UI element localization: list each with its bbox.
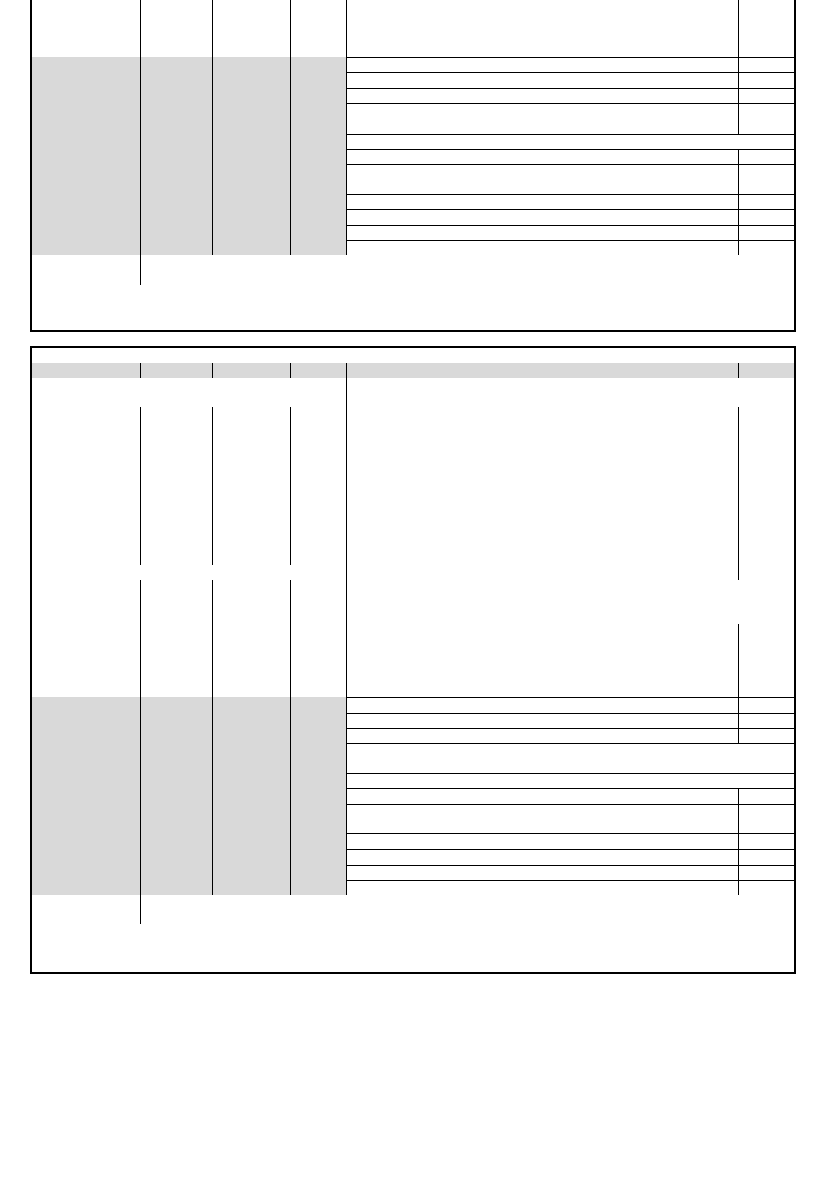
column-rule <box>738 407 739 451</box>
column-rule <box>212 580 213 624</box>
column-rule <box>290 164 291 194</box>
column-rule <box>140 134 141 149</box>
column-rule <box>738 865 739 880</box>
column-rule <box>212 149 213 164</box>
shaded-cell <box>212 773 290 788</box>
shaded-cell <box>212 833 290 849</box>
shaded-cell <box>290 833 346 849</box>
column-rule <box>738 624 739 668</box>
column-rule <box>346 209 347 225</box>
column-rule <box>738 728 739 743</box>
table-border-top <box>30 346 796 348</box>
table-cell <box>30 407 794 451</box>
shaded-cell <box>290 88 346 103</box>
column-rule <box>738 194 739 209</box>
column-rule <box>738 88 739 103</box>
shaded-cell <box>212 103 290 134</box>
column-rule <box>212 773 213 788</box>
column-rule <box>290 88 291 103</box>
column-rule <box>738 668 739 697</box>
shaded-cell <box>140 849 212 865</box>
column-rule <box>738 164 739 194</box>
column-rule <box>212 240 213 255</box>
table-cell <box>30 624 794 668</box>
column-rule <box>212 194 213 209</box>
table-border-right <box>794 0 796 332</box>
column-rule <box>140 728 141 743</box>
shaded-cell <box>140 240 212 255</box>
shaded-cell <box>212 788 290 804</box>
column-rule <box>738 363 739 378</box>
column-rule <box>140 255 141 285</box>
shaded-cell <box>140 788 212 804</box>
shaded-cell <box>140 88 212 103</box>
column-rule <box>140 57 141 72</box>
table-border-right <box>794 346 796 974</box>
column-rule <box>290 508 291 565</box>
column-rule <box>212 164 213 194</box>
column-rule <box>738 833 739 849</box>
shaded-cell <box>30 788 140 804</box>
column-rule <box>140 72 141 88</box>
column-rule <box>140 804 141 833</box>
shaded-cell <box>140 209 212 225</box>
column-rule <box>290 194 291 209</box>
shaded-cell <box>30 880 140 895</box>
column-rule <box>140 773 141 788</box>
column-rule <box>346 713 347 728</box>
shaded-cell <box>290 880 346 895</box>
table-cell <box>30 565 794 580</box>
column-rule <box>346 134 347 149</box>
shaded-cell <box>290 72 346 88</box>
shaded-cell <box>212 88 290 103</box>
column-rule <box>140 451 141 508</box>
column-rule <box>738 72 739 88</box>
column-rule <box>140 743 141 773</box>
column-rule <box>140 209 141 225</box>
shaded-cell <box>290 804 346 833</box>
column-rule <box>140 895 141 924</box>
column-rule <box>290 624 291 668</box>
column-rule <box>212 788 213 804</box>
shaded-cell <box>30 149 140 164</box>
shaded-cell <box>30 804 140 833</box>
shaded-cell <box>212 164 290 194</box>
column-rule <box>140 849 141 865</box>
shaded-cell <box>140 728 212 743</box>
shaded-cell <box>30 743 140 773</box>
shaded-cell <box>212 240 290 255</box>
column-rule <box>290 849 291 865</box>
shaded-cell <box>140 833 212 849</box>
column-rule <box>212 209 213 225</box>
shaded-cell <box>30 164 140 194</box>
column-rule <box>212 88 213 103</box>
column-rule <box>212 407 213 451</box>
shaded-cell <box>290 57 346 72</box>
column-rule <box>290 149 291 164</box>
column-rule <box>212 508 213 565</box>
shaded-cell <box>290 743 346 773</box>
column-rule <box>212 134 213 149</box>
column-rule <box>140 103 141 134</box>
column-rule <box>346 833 347 849</box>
column-rule <box>212 804 213 833</box>
column-rule <box>346 72 347 88</box>
shaded-cell <box>290 225 346 240</box>
column-rule <box>212 728 213 743</box>
column-rule <box>212 743 213 773</box>
column-rule <box>140 833 141 849</box>
column-rule <box>346 788 347 804</box>
shaded-cell <box>212 209 290 225</box>
column-rule <box>290 788 291 804</box>
column-rule <box>346 624 347 668</box>
column-rule <box>738 225 739 240</box>
shaded-cell <box>212 849 290 865</box>
shaded-cell <box>30 225 140 240</box>
column-rule <box>738 103 739 134</box>
column-rule <box>346 728 347 743</box>
shaded-cell <box>212 743 290 773</box>
column-rule <box>140 697 141 713</box>
column-rule <box>346 194 347 209</box>
column-rule <box>738 508 739 565</box>
header-cell <box>30 363 140 378</box>
shaded-cell <box>140 865 212 880</box>
column-rule <box>346 508 347 565</box>
table-border-left <box>30 0 32 330</box>
shaded-cell <box>212 225 290 240</box>
column-rule <box>212 57 213 72</box>
column-rule <box>212 668 213 697</box>
table-border-left <box>30 346 32 972</box>
shaded-cell <box>140 72 212 88</box>
column-rule <box>290 728 291 743</box>
column-rule <box>346 407 347 451</box>
column-rule <box>290 134 291 149</box>
column-rule <box>212 72 213 88</box>
column-rule <box>346 743 347 773</box>
shaded-cell <box>212 728 290 743</box>
shaded-cell <box>140 149 212 164</box>
table-cell <box>30 451 794 508</box>
shaded-cell <box>140 743 212 773</box>
column-rule <box>290 668 291 697</box>
shaded-cell <box>30 773 140 788</box>
column-rule <box>346 164 347 194</box>
shaded-cell <box>30 697 140 713</box>
column-rule <box>140 788 141 804</box>
column-rule <box>738 880 739 895</box>
column-rule <box>290 57 291 72</box>
shaded-cell <box>212 713 290 728</box>
column-rule <box>346 378 347 407</box>
table-cell <box>30 285 794 327</box>
column-rule <box>346 580 347 624</box>
column-rule <box>140 580 141 624</box>
table-cell <box>30 508 794 565</box>
column-rule <box>140 668 141 697</box>
header-cell <box>212 363 290 378</box>
column-rule <box>212 451 213 508</box>
column-rule <box>290 833 291 849</box>
column-rule <box>346 57 347 72</box>
shaded-cell <box>140 194 212 209</box>
shaded-cell <box>30 57 140 72</box>
column-rule <box>346 565 347 580</box>
shaded-cell <box>30 209 140 225</box>
shaded-cell <box>212 697 290 713</box>
shaded-cell <box>30 194 140 209</box>
shaded-cell <box>290 788 346 804</box>
column-rule <box>346 697 347 713</box>
shaded-cell <box>290 713 346 728</box>
shaded-cell <box>140 57 212 72</box>
table-cell <box>30 895 794 924</box>
column-rule <box>738 240 739 255</box>
column-rule <box>290 209 291 225</box>
column-rule <box>212 363 213 378</box>
table-cell <box>30 378 794 407</box>
shaded-cell <box>290 209 346 225</box>
column-rule <box>738 149 739 164</box>
shaded-cell <box>140 880 212 895</box>
shaded-cell <box>30 728 140 743</box>
shaded-cell <box>290 149 346 164</box>
column-rule <box>212 225 213 240</box>
column-rule <box>140 865 141 880</box>
column-rule <box>346 88 347 103</box>
column-rule <box>212 624 213 668</box>
shaded-cell <box>212 134 290 149</box>
shaded-cell <box>212 865 290 880</box>
column-rule <box>346 240 347 255</box>
column-rule <box>738 804 739 833</box>
shaded-cell <box>290 194 346 209</box>
column-rule <box>738 209 739 225</box>
column-rule <box>346 804 347 833</box>
column-rule <box>290 804 291 833</box>
column-rule <box>140 624 141 668</box>
column-rule <box>290 580 291 624</box>
shaded-cell <box>140 773 212 788</box>
column-rule <box>290 743 291 773</box>
shaded-cell <box>140 225 212 240</box>
shaded-cell <box>290 240 346 255</box>
column-rule <box>290 225 291 240</box>
column-rule <box>212 880 213 895</box>
column-rule <box>140 88 141 103</box>
column-rule <box>290 0 291 57</box>
column-rule <box>212 697 213 713</box>
shaded-cell <box>30 103 140 134</box>
column-rule <box>140 880 141 895</box>
column-rule <box>738 849 739 865</box>
column-rule <box>738 788 739 804</box>
column-rule <box>346 149 347 164</box>
shaded-cell <box>212 149 290 164</box>
shaded-cell <box>140 103 212 134</box>
column-rule <box>290 363 291 378</box>
shaded-cell <box>30 134 140 149</box>
shaded-cell <box>30 849 140 865</box>
shaded-cell <box>212 880 290 895</box>
table-border-bottom <box>30 972 796 974</box>
column-rule <box>212 713 213 728</box>
column-rule <box>140 149 141 164</box>
shaded-cell <box>212 72 290 88</box>
column-rule <box>212 103 213 134</box>
shaded-cell <box>290 164 346 194</box>
column-rule <box>140 508 141 565</box>
table-cell <box>30 255 794 285</box>
column-rule <box>346 451 347 508</box>
shaded-cell <box>140 164 212 194</box>
column-rule <box>140 713 141 728</box>
column-rule <box>140 363 141 378</box>
column-rule <box>290 240 291 255</box>
table-cell <box>30 0 794 57</box>
header-cell <box>346 363 738 378</box>
shaded-cell <box>30 72 140 88</box>
column-rule <box>290 451 291 508</box>
table-cell <box>30 924 794 967</box>
column-rule <box>738 57 739 72</box>
header-cell <box>738 363 794 378</box>
column-rule <box>346 225 347 240</box>
column-rule <box>140 225 141 240</box>
shaded-cell <box>140 804 212 833</box>
shaded-cell <box>30 833 140 849</box>
column-rule <box>738 451 739 508</box>
column-rule <box>140 164 141 194</box>
table-cell <box>30 346 794 363</box>
header-cell <box>140 363 212 378</box>
column-rule <box>212 833 213 849</box>
shaded-cell <box>212 194 290 209</box>
column-rule <box>290 773 291 788</box>
column-rule <box>290 697 291 713</box>
shaded-cell <box>140 713 212 728</box>
shaded-cell <box>140 697 212 713</box>
shaded-cell <box>30 240 140 255</box>
column-rule <box>738 0 739 57</box>
header-cell <box>290 363 346 378</box>
column-rule <box>290 713 291 728</box>
shaded-cell <box>212 57 290 72</box>
column-rule <box>346 880 347 895</box>
column-rule <box>346 363 347 378</box>
column-rule <box>346 0 347 57</box>
column-rule <box>140 407 141 451</box>
shaded-cell <box>140 134 212 149</box>
shaded-cell <box>290 773 346 788</box>
column-rule <box>346 773 347 788</box>
table-cell <box>30 668 794 697</box>
column-rule <box>212 849 213 865</box>
column-rule <box>212 0 213 57</box>
shaded-cell <box>290 697 346 713</box>
column-rule <box>140 0 141 57</box>
column-rule <box>290 407 291 451</box>
column-rule <box>290 865 291 880</box>
table-border-bottom <box>30 330 796 332</box>
column-rule <box>738 697 739 713</box>
shaded-cell <box>30 865 140 880</box>
shaded-cell <box>290 134 346 149</box>
column-rule <box>290 103 291 134</box>
shaded-cell <box>290 849 346 865</box>
column-rule <box>346 865 347 880</box>
shaded-cell <box>290 103 346 134</box>
shaded-cell <box>290 728 346 743</box>
shaded-cell <box>290 865 346 880</box>
shaded-cell <box>212 804 290 833</box>
column-rule <box>212 865 213 880</box>
column-rule <box>346 668 347 697</box>
shaded-cell <box>30 88 140 103</box>
column-rule <box>290 880 291 895</box>
column-rule <box>738 565 739 580</box>
column-rule <box>346 103 347 134</box>
table-cell <box>30 580 794 624</box>
column-rule <box>346 849 347 865</box>
column-rule <box>140 194 141 209</box>
column-rule <box>290 72 291 88</box>
shaded-cell <box>30 713 140 728</box>
column-rule <box>738 713 739 728</box>
column-rule <box>140 240 141 255</box>
